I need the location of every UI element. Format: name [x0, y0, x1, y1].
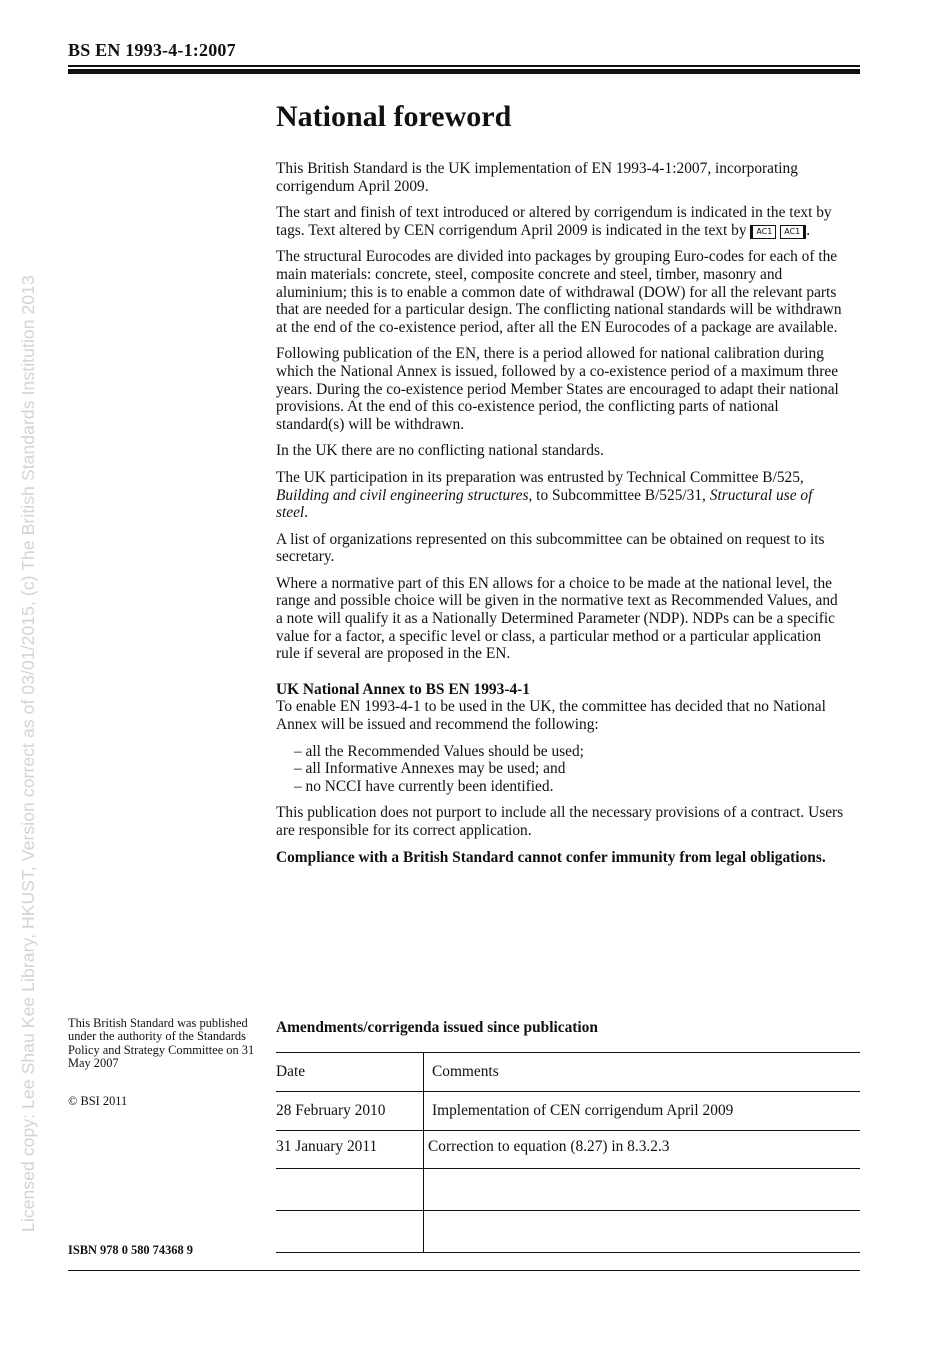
committee-text-b: , to Subcommittee B/525/31, [528, 486, 706, 504]
paragraph-eurocodes: The structural Eurocodes are divided into packages by grouping Euro-codes for each of the main materials: concrete, steel, composite concrete and steel, timber, masonry and aluminium; this is to enable a common date of withdrawal (DOW) for all the relevant parts that are needed for a particular design. The conflicting national standards will be withdrawn at the end of the co-existence period, after all the EN Eurocodes of a package are available. [276, 248, 842, 336]
cell-comment: Correction to equation (8.27) in 8.3.2.3 [424, 1131, 861, 1169]
paragraph-ndp: Where a normative part of this EN allows for a choice to be made at the national level, the range and possible choice will be given in the normative text as Recommended Values, and a note will qualify it as a Nationally Determined Parameter (NDP). NDPs can be a specific value for a factor, a specific level or class, a particular method or a particular application rule if several are proposed in the EN. [276, 574, 838, 663]
copyright-notice: © BSI 2011 [68, 1093, 128, 1108]
cell-date: 28 February 2010 [276, 1092, 424, 1131]
list-item: – all Informative Annexes may be used; and [294, 760, 844, 778]
paragraph-no-conflict: In the UK there are no conflicting national standards. [276, 442, 604, 460]
amendments-title: Amendments/corrigenda issued since publication [276, 1019, 598, 1036]
subcommittee-name: Structural use of steel [276, 486, 813, 522]
list-item: – all the Recommended Values should be used; [294, 743, 844, 761]
paragraph-provisions: This publication does not purport to include all the necessary provisions of a contract. Users are responsible for its correct application. [276, 804, 844, 839]
paragraph-annex [276, 681, 844, 734]
committee-name: Building and civil engineering structures [276, 486, 529, 504]
publication-sidebar [68, 1017, 260, 1108]
paragraph-organizations: A list of organizations represented on this subcommittee can be obtained on request to its secretary. [276, 530, 825, 566]
annex-text: To enable EN 1993-4-1 to be used in the UK, the committee has decided that no National Annex will be issued and recommend the following: [276, 698, 826, 734]
foreword-section [276, 100, 844, 875]
header-comments: Comments [424, 1053, 861, 1092]
header-rule-thin [68, 65, 860, 67]
committee-text-a: The UK participation in its preparation was entrusted by Technical Committee B/525, [276, 468, 804, 486]
table-row [276, 1169, 860, 1211]
paragraph-compliance: Compliance with a British Standard cannot confer immunity from legal obligations. [276, 848, 826, 866]
page-title: National foreword [276, 100, 512, 133]
table-row [276, 1092, 860, 1131]
cell-date [276, 1169, 424, 1211]
paragraph-implementation: This British Standard is the UK implementation of EN 1993-4-1:2007, incorporating corrigendum April 2009. [276, 160, 798, 195]
recommendation-list [276, 743, 844, 796]
footer-rule [68, 1270, 860, 1271]
cell-comment [424, 1169, 861, 1211]
amendments-table [276, 1052, 860, 1253]
isbn: ISBN 978 0 580 74368 9 [68, 1243, 193, 1257]
table-header-row [276, 1053, 860, 1092]
header-date: Date [276, 1053, 424, 1092]
annex-heading: UK National Annex to BS EN 1993-4-1 [276, 680, 530, 698]
table-row [276, 1211, 860, 1253]
cell-date [276, 1211, 424, 1253]
header-rule-thick [68, 69, 860, 74]
corrigendum-tags-text: The start and finish of text introduced or altered by corrigendum is indicated in the text by tags. Text altered by CEN corrigendum April 2009 is indicated in the text by [276, 204, 832, 239]
paragraph-corrigendum-tags [276, 204, 844, 239]
cell-date: 31 January 2011 [276, 1131, 424, 1169]
table-row [276, 1131, 860, 1169]
ac1-open-tag-icon: AC1 [750, 225, 776, 239]
publication-note: This British Standard was published under the authority of the Standards Policy and Strategy Committee on 31 May 2007 [68, 1016, 255, 1071]
paragraph-calibration: Following publication of the EN, there is a period allowed for national calibration during which the National Annex is issued, followed by a co-existence period of a maximum three years. During the co-existence period Member States are encouraged to adapt their national provisions. At the end of this co-existence period, the conflicting parts of national standard(s) will be withdrawn. [276, 345, 839, 433]
cell-comment: Implementation of CEN corrigendum April 2009 [424, 1092, 861, 1131]
ac1-close-tag-icon: AC1 [780, 225, 806, 239]
document-code: BS EN 1993-4-1:2007 [68, 40, 236, 60]
corrigendum-tags-end: . [806, 221, 811, 239]
license-watermark: Licensed copy: Lee Shau Kee Library, HKUST, Version correct as of 03/01/2015, (c) The British Standards Institution 2013 [18, 275, 38, 1232]
committee-text-c: . [304, 504, 309, 522]
list-item: – no NCCI have currently been identified. [294, 778, 844, 796]
paragraph-committee [276, 469, 844, 522]
cell-comment [424, 1211, 861, 1253]
